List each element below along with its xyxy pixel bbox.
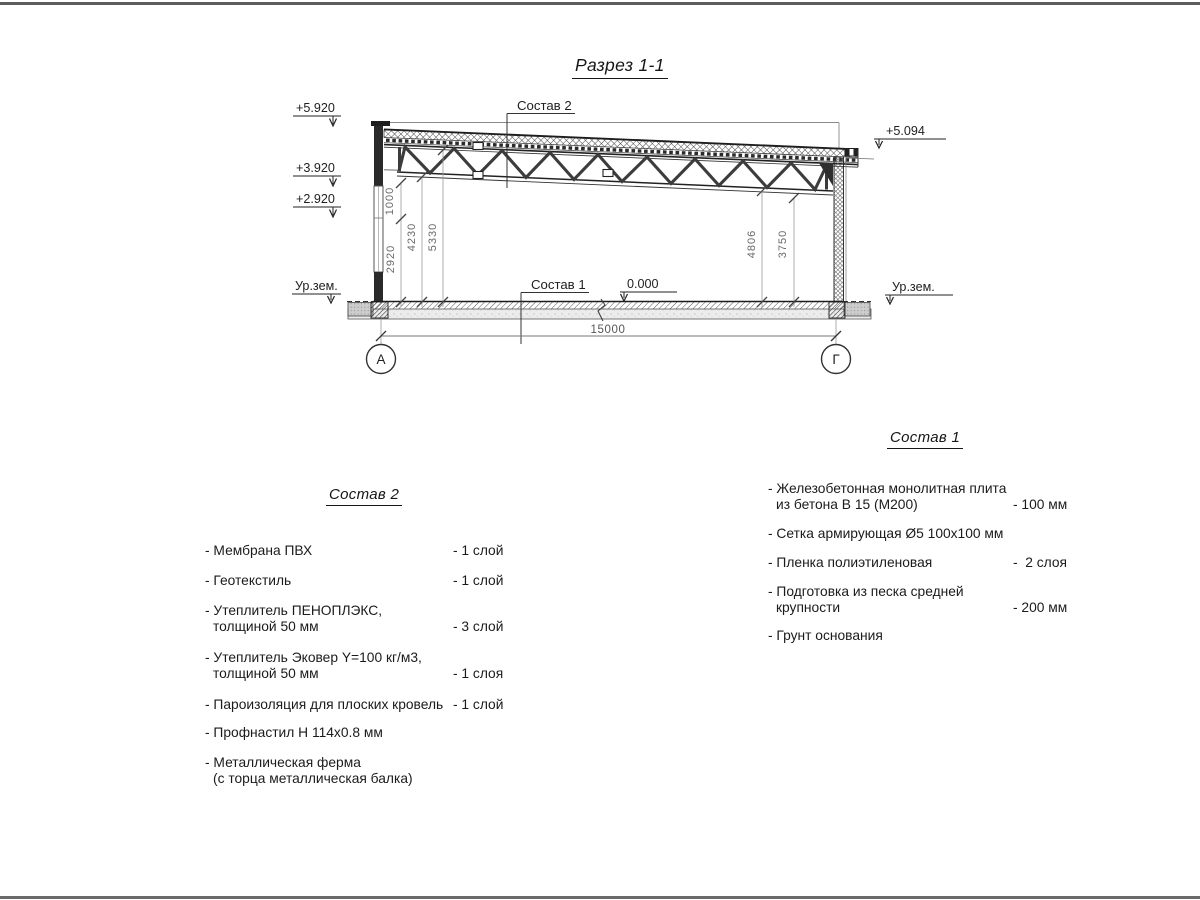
item-value: - 3 слой: [453, 618, 504, 634]
elevation-roof-right-value: +5.094: [886, 124, 925, 138]
item-value: - 2 слоя: [1013, 555, 1068, 570]
roof-insulation-hatch: [384, 130, 858, 158]
axis-bubble-left: [367, 345, 396, 374]
item-value: - 1 слой: [453, 697, 504, 712]
item-label: - Мембрана ПВХ: [205, 543, 313, 558]
elevation-roof-right: [874, 124, 946, 148]
list-item: - Утеплитель ПЕНОПЛЭКС, толщиной 50 мм - 3 слой: [205, 603, 504, 634]
ground-strip-right: [844, 303, 870, 317]
composition2-list: [205, 543, 515, 786]
list-item: [205, 573, 515, 589]
elevation-floor-value: 0.000: [627, 277, 659, 291]
item-label: - Сетка армирующая Ø5 100х100 мм: [768, 526, 1004, 541]
item-value: - 1 слой: [453, 573, 504, 588]
list-item: [768, 628, 1088, 644]
floor-leader-label: Состав 1: [531, 277, 586, 292]
list-item: - Утеплитель Эковер Y=100 кг/м3, толщиной 50 мм - 1 слоя: [205, 650, 504, 681]
elevation-wall-step-value: +2.920: [296, 192, 335, 206]
item-value: - 200 мм: [1013, 599, 1068, 615]
item-label: - Металлическая ферма: [205, 755, 361, 770]
ground-level-right: [885, 280, 953, 304]
item-value: - 100 мм: [1013, 496, 1068, 512]
axis-left-label: А: [376, 352, 386, 367]
item-value: - 1 слой: [453, 543, 504, 558]
dim-4806: 4806: [746, 229, 758, 259]
foundation-left: [371, 302, 388, 318]
elevation-truss-bottom: [293, 161, 341, 186]
dim-3750: 3750: [777, 229, 789, 259]
ground-level-right-label: Ур.зем.: [892, 280, 935, 294]
right-wall: [834, 157, 846, 302]
dim-2920: 2920: [385, 244, 397, 274]
ground-level-left: [292, 279, 341, 303]
parapet-cap: [371, 121, 390, 126]
composition1-title: Состав 1: [887, 429, 963, 449]
item-value: - 1 слоя: [453, 665, 504, 681]
list-item: [205, 697, 515, 713]
axis-bubble-right: [822, 345, 851, 374]
floor-screed-hatch: [374, 302, 843, 309]
item-label: - Утеплитель ПЕНОПЛЭКС,: [205, 603, 383, 618]
ground-level-left-label: Ур.зем.: [295, 279, 338, 293]
list-item: - Железобетонная монолитная плита из бетона В 15 (М200) - 100 мм: [768, 481, 1068, 512]
item-label: - Грунт основания: [768, 628, 883, 643]
list-item: - Металлическая ферма (с торца металлическая балка): [205, 755, 413, 786]
connector-plate: [473, 143, 483, 150]
elevation-parapet: [293, 101, 341, 126]
item-label: - Железобетонная монолитная плита: [768, 481, 1007, 496]
axis-right-label: Г: [832, 352, 840, 367]
elevation-wall-step: [293, 192, 341, 217]
ground-strip-left: [348, 303, 373, 317]
composition2-title: Состав 2: [326, 486, 402, 506]
elevation-parapet-value: +5.920: [296, 101, 335, 115]
item-label: - Утеплитель Эковер Y=100 кг/м3,: [205, 650, 422, 665]
foundation-right: [829, 302, 845, 318]
roof-leader-label: Состав 2: [517, 98, 572, 113]
span-dimension: [367, 319, 851, 374]
list-item: [768, 555, 1088, 571]
item-label: - Подготовка из песка средней: [768, 584, 964, 599]
item-label: - Пленка полиэтиленовая: [768, 555, 933, 570]
floor-slab: [347, 299, 871, 321]
dim-4230: 4230: [406, 222, 418, 252]
elevation-truss-bottom-value: +3.920: [296, 161, 335, 175]
dim-1000: 1000: [384, 186, 396, 216]
roof-assembly: [384, 129, 874, 167]
list-item: [205, 543, 515, 559]
elevation-floor: [620, 277, 677, 301]
list-item: [768, 526, 1088, 542]
connector-plate: [473, 172, 483, 179]
dim-5330: 5330: [427, 222, 439, 252]
item-label: - Пароизоляция для плоских кровель: [205, 697, 444, 712]
item-label: - Профнастил Н 114х0.8 мм: [205, 725, 383, 740]
composition1-list: [768, 481, 1088, 644]
item-label: - Геотекстиль: [205, 573, 292, 588]
connector-plate: [603, 170, 613, 177]
concrete-slab: [348, 309, 871, 319]
list-item: [205, 725, 515, 741]
section-title: Разрез 1-1: [572, 55, 668, 79]
dim-span-15000: 15000: [590, 324, 626, 336]
list-item: - Подготовка из песка средней крупности - 200 мм: [768, 584, 1068, 615]
